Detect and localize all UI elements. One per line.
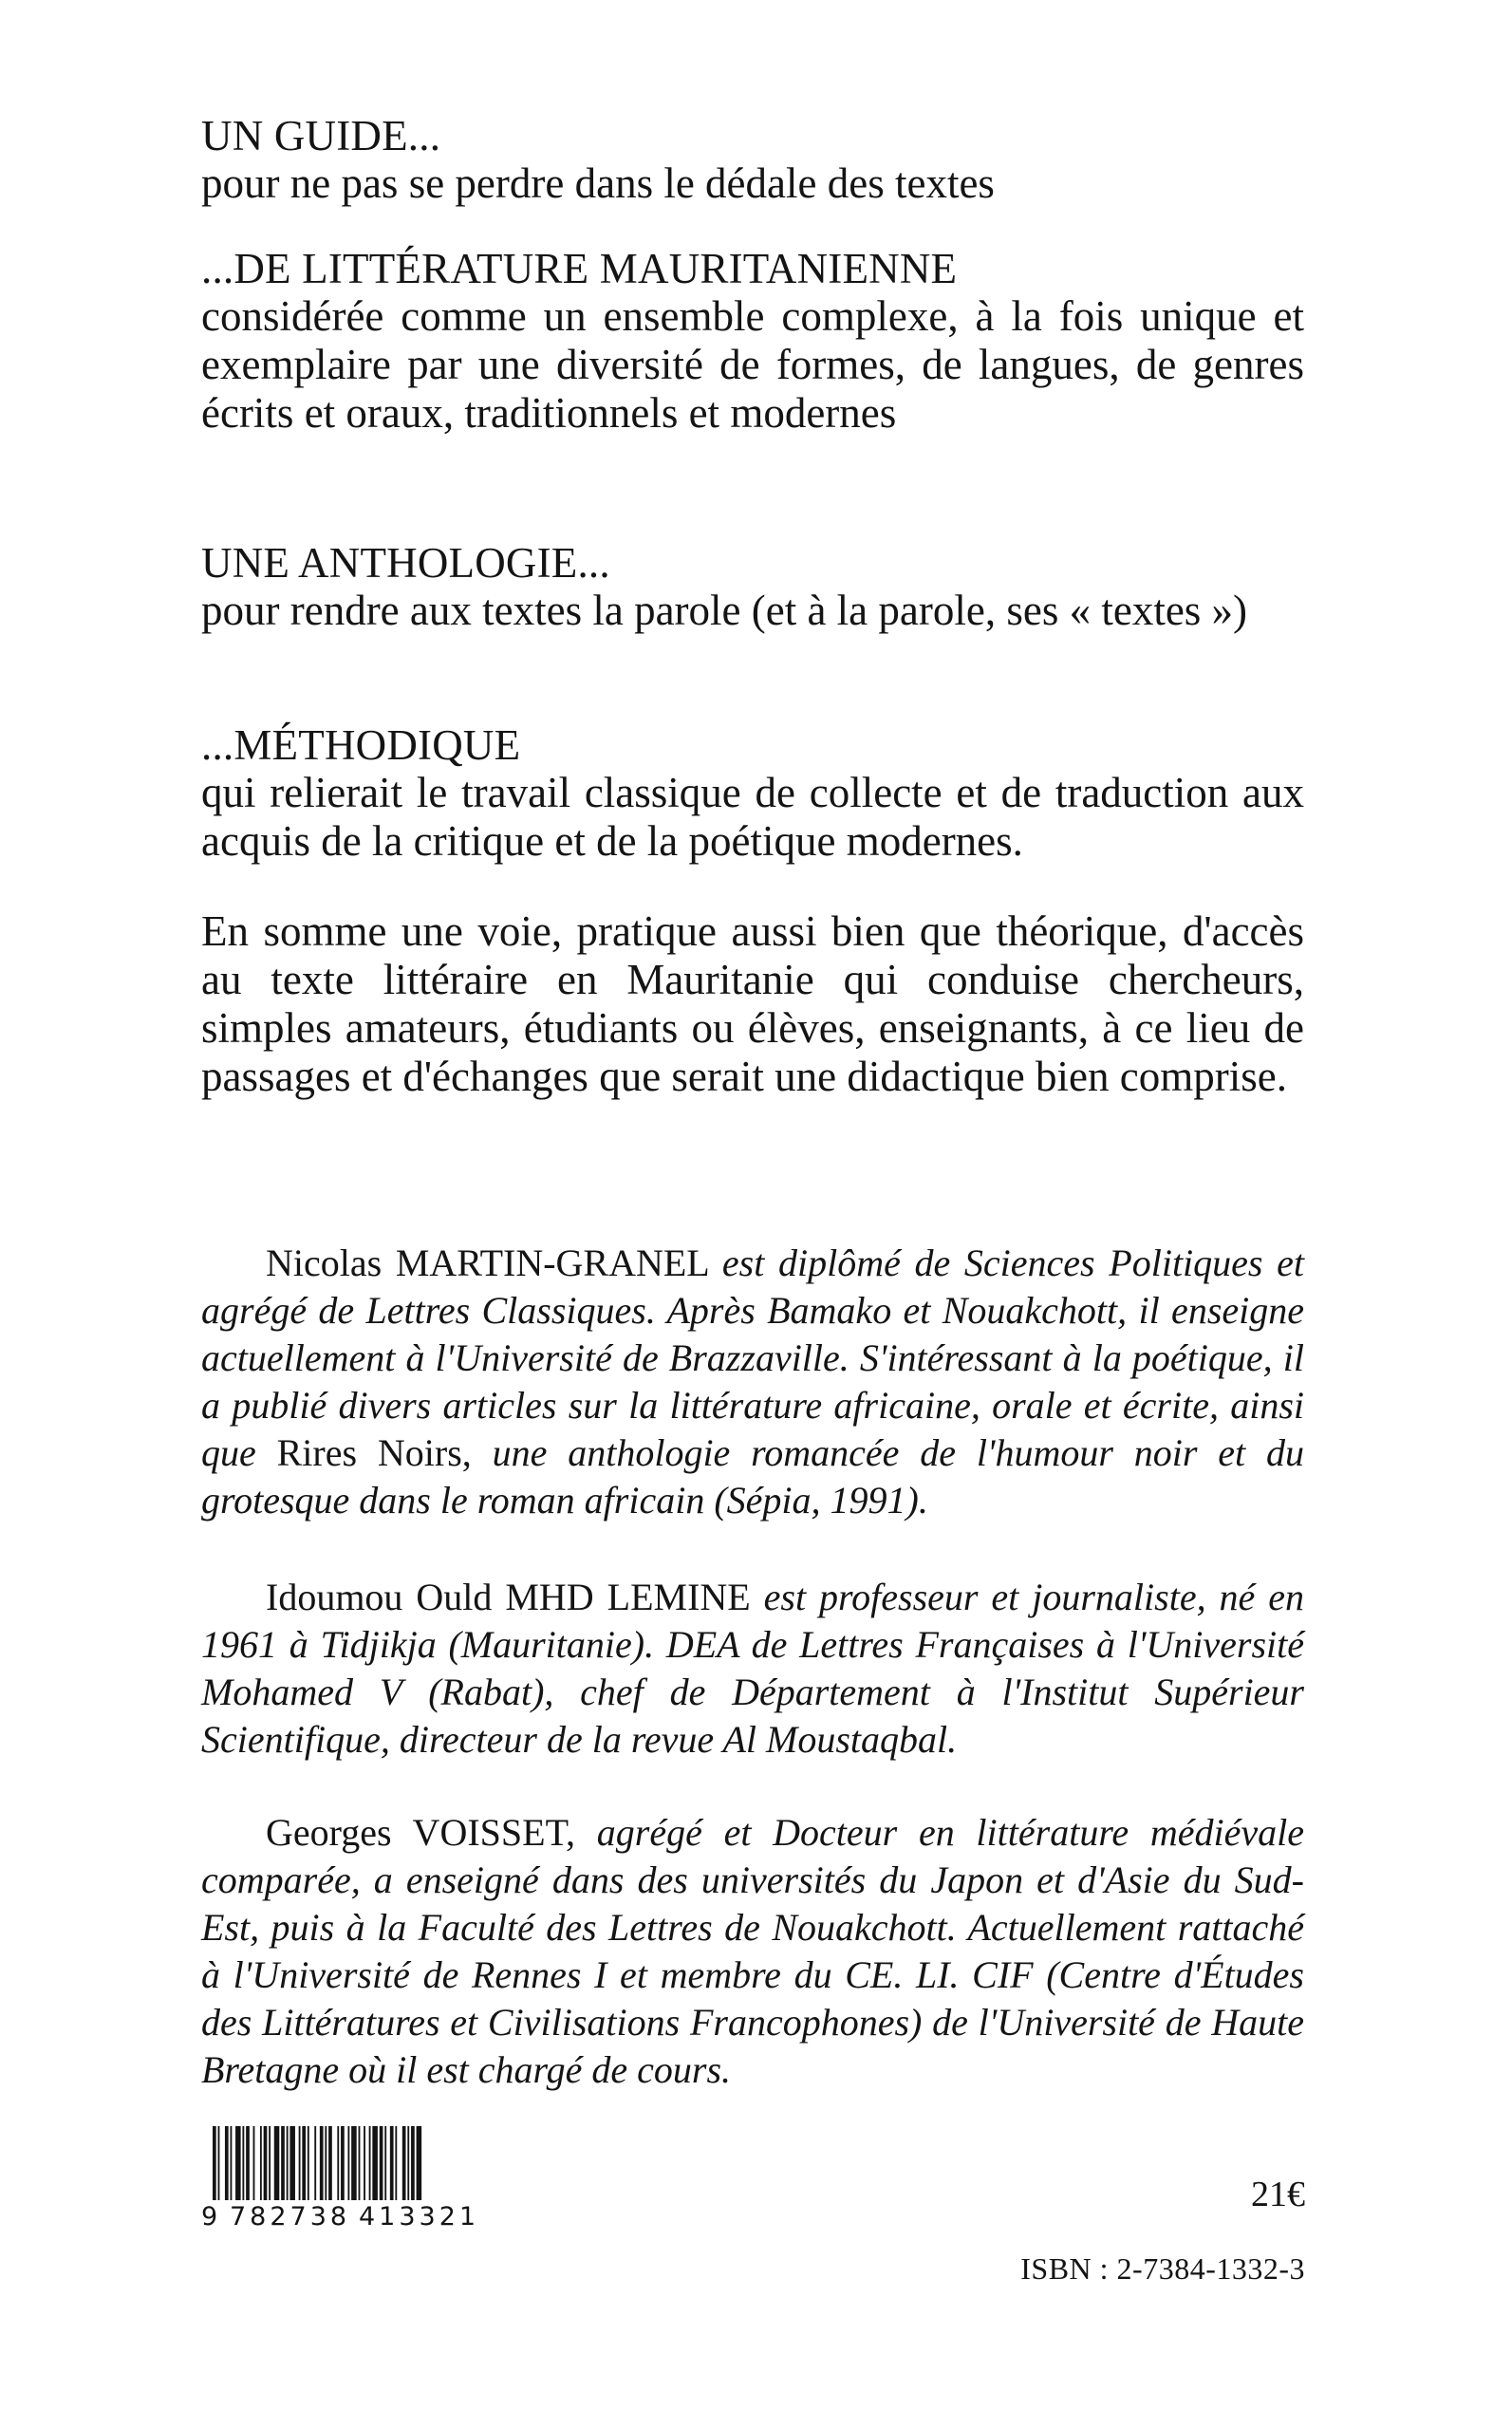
barcode-bar — [260, 2126, 262, 2200]
barcode-bar — [218, 2126, 220, 2200]
barcode-bar — [347, 2126, 349, 2200]
literature-section — [201, 245, 1304, 438]
barcode-bar — [369, 2126, 371, 2200]
barcode-bar — [246, 2126, 250, 2200]
literature-text: considérée comme un ensemble complexe, à la fois unique et exemplaire par une diversité de formes, de langues, de genres écrits et oraux, traditionnels et modernes — [201, 292, 1304, 437]
author-bio-voisset — [201, 1809, 1304, 2094]
barcode-bar — [337, 2126, 339, 2200]
barcode-bar — [302, 2126, 306, 2200]
isbn-label: ISBN : 2-7384-1332-3 — [1020, 2251, 1305, 2286]
literature-heading: ...DE LITTÉRATURE MAURITANIENNE — [201, 245, 958, 292]
author-bio-mhd-lemine — [201, 1574, 1304, 1764]
barcode-bar — [384, 2126, 386, 2200]
barcode-bar — [225, 2126, 229, 2200]
barcode-bar — [351, 2126, 357, 2200]
method-heading: ...MÉTHODIQUE — [201, 721, 521, 769]
anthology-section — [201, 539, 1304, 635]
barcode-bar — [314, 2126, 316, 2200]
guide-text: pour ne pas se perdre dans le dédale des textes — [201, 159, 995, 207]
barcode-bar — [390, 2126, 394, 2200]
barcode-bar — [287, 2126, 289, 2200]
barcode-bar — [395, 2126, 397, 2200]
barcode-bar — [289, 2126, 295, 2200]
barcode-bar — [380, 2126, 383, 2200]
barcode-bar — [359, 2126, 361, 2200]
barcode-bar — [213, 2126, 216, 2200]
barcode-bar — [372, 2126, 378, 2200]
barcode-bar — [417, 2126, 422, 2200]
author-bio-text: est professeur et journaliste, né en 1961 à Tidjikja (Mauritanie). DEA de Lettres Françaises à l'Université Mohamed V (Rabat), chef de Département à l'Institut Supérieur Scientifique, directeur de la revue Al Moustaqbal. — [201, 1576, 1304, 1761]
barcode-digits-left: 782738 — [230, 2202, 351, 2232]
barcode-bar — [325, 2126, 327, 2200]
author-name: Idoumou Ould MHD LEMINE — [266, 1576, 751, 1618]
barcode-bar — [242, 2126, 244, 2200]
barcode-bar — [328, 2126, 332, 2200]
guide-section — [201, 112, 1304, 208]
method-text: qui relierait le travail classique de collecte et de traduction aux acquis de la critique et de la poétique modernes. — [201, 769, 1304, 865]
barcode-bar — [264, 2126, 268, 2200]
author-bio-text: est diplômé de Sciences Politiques et agrégé de Lettres Classiques. Après Bamako et Nouakchott, il enseigne actuellement à l'Université de Brazzaville. S'intéressant à la poétique, il a publié divers articles sur la littérature africaine, orale et écrite, ainsi que — [201, 1242, 1305, 1474]
author-bio-text: agrégé et Docteur en littérature médiévale comparée, a enseigné dans des universités du Japon et d'Asie du Sud-Est, puis à la Faculté des Lettres de Nouakchott. Actuellement rattaché à l'Université de Rennes I et membre du CE. LI. CIF (Centre d'Études des Littératures et Civilisations Francophones) de l'Université de Haute Bretagne où il est chargé de cours. — [201, 1811, 1305, 2091]
barcode-bar — [341, 2126, 345, 2200]
barcode-digits-right: 413321 — [359, 2202, 480, 2232]
author-bio-text: une anthologie romancée de l'humour noir et du grotesque dans le roman africain (Sépia, 1991). — [201, 1431, 1305, 1522]
barcode-bar — [231, 2126, 233, 2200]
barcode-bar — [269, 2126, 271, 2200]
barcode-bar — [274, 2126, 280, 2200]
book-title: Rires Noirs, — [276, 1431, 472, 1474]
anthology-text: pour rendre aux textes la parole (et à la parole, ses « textes ») — [201, 587, 1248, 634]
barcode-bar — [281, 2126, 285, 2200]
author-name: Nicolas MARTIN-GRANEL — [266, 1242, 709, 1284]
barcode-bar — [402, 2126, 406, 2200]
barcode-bar — [308, 2126, 309, 2200]
barcode-bar — [253, 2126, 255, 2200]
barcode-bar — [299, 2126, 301, 2200]
barcode-bar — [407, 2126, 409, 2200]
barcode-bar — [364, 2126, 365, 2200]
barcode-bars — [213, 2126, 486, 2200]
method-section — [201, 721, 1304, 866]
summary-text: En somme une voie, pratique aussi bien que théorique, d'accès au texte littéraire en Mauritanie qui conduise chercheurs, simples amateurs, étudiants ou élèves, enseignants, à ce lieu de passages et d'échanges que serait une didactique bien comprise. — [201, 907, 1304, 1100]
guide-heading: UN GUIDE... — [201, 112, 441, 159]
summary-section — [201, 907, 1304, 1101]
barcode-bar — [411, 2126, 415, 2200]
barcode-bar — [235, 2126, 241, 2200]
isbn-barcode — [201, 2126, 486, 2232]
author-bio-martin-granel — [201, 1240, 1304, 1524]
anthology-heading: UNE ANTHOLOGIE... — [201, 539, 610, 587]
author-name: Georges VOISSET, — [266, 1811, 576, 1854]
barcode-bar — [320, 2126, 324, 2200]
barcode-lead-digit: 9 — [201, 2202, 222, 2232]
price-label: 21€ — [1251, 2175, 1305, 2214]
